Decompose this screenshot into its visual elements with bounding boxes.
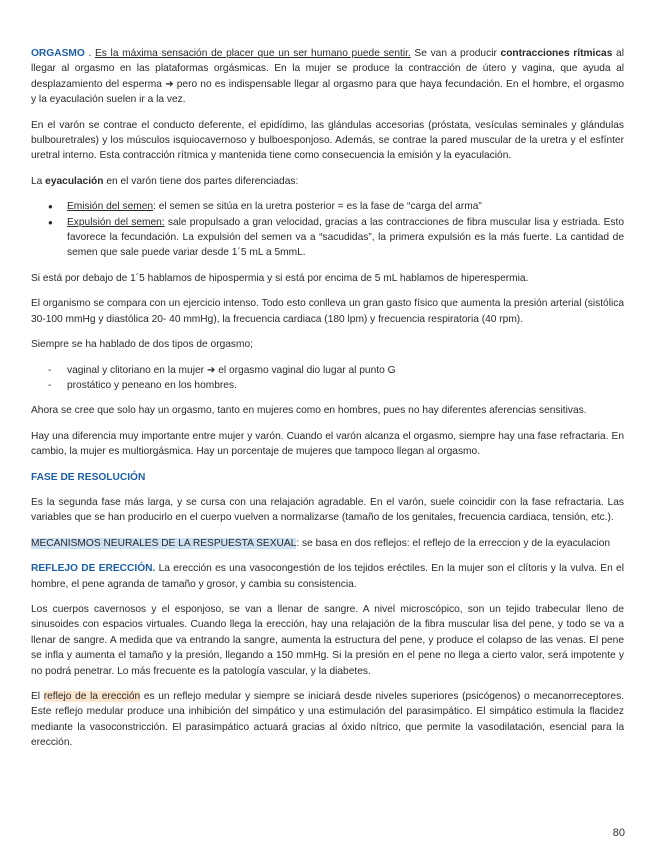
text: : se basa en dos reflejos: el reflejo de la erreccion y de la eyaculacion <box>296 537 611 549</box>
paragraph-organismo: El organismo se compara con un ejercicio intenso. Todo esto conlleva un gran gasto físico que aumenta la presión arterial (sistólica 30-100 mmHg y diastólica 20- 40 mmHg), la frecuencia cardiaca (180 lpm) y frecuencia respiratoria (40 rpm). <box>31 298 624 325</box>
text: en el varón tiene dos partes diferenciadas: <box>103 175 299 187</box>
separator: . <box>84 48 95 59</box>
text: La <box>31 175 46 187</box>
page-number: 80 <box>612 827 625 839</box>
list-item: - prostático y peneano en los hombres. <box>67 378 624 393</box>
paragraph-mecanismos <box>31 536 624 551</box>
text: es un reflejo medular y siempre se iniciará desde niveles superiores (psicógenos) o mecanorreceptores. Este reflejo medular produce una inhibición del simpático y una estimulación del parasimpático. El simpático estimula la flacidez mediante la vasoconstricción. El parasimpático actuará gracias al óxido nítrico, que permite la vasodilatación, esencial para la erección. <box>31 691 624 749</box>
dash-list <box>31 363 624 394</box>
bullet-term: Emisión del semen <box>67 201 154 213</box>
page-content <box>31 46 624 761</box>
paragraph-diferencia: Hay una diferencia muy importante entre mujer y varón. Cuando el varón alcanza el orgasmo, siempre hay una fase refractaria. En cambio, la mujer es multiorgásmica. Hay un porcentaje de mujeres que tampoco llegan al orgasmo. <box>31 430 624 458</box>
paragraph-hipospermia: Si está por debajo de 1´5 hablamos de hipospermia y si está por encima de 5 mL hablamos de hiperespermia. <box>31 272 529 284</box>
highlight-reflejo: reflejo de la erección <box>43 691 141 702</box>
paragraph-reflejo-ereccion <box>31 561 624 592</box>
bullet-list <box>31 199 624 261</box>
heading-fase-resolucion: FASE DE RESOLUCIÓN <box>31 471 146 483</box>
bold-eyaculacion: eyaculación <box>45 175 104 187</box>
paragraph-cuerpos-cavernosos: Los cuerpos cavernosos y el esponjoso, se van a llenar de sangre. A nivel microscópico, son un tejido trabecular lleno de sinusoides con espacios virtuales. Cuando llega la erección, hay una relajación de la fibra muscular lisa del pene, y todo se va a llenar de sangre. A medida que va entrando la sangre, aumenta la estructura del pene, y produce el colapso de las venas. El pene se infla y aumenta el tamaño y la presión, llegando a 150 mmHg. Si la presión en el pene no llega a cierto valor, será impotente y no podrá penetrar. Lo más frecuente es la patología vascular, y la diabetes. <box>31 603 624 677</box>
paragraph-orgasmo <box>31 46 624 108</box>
bold-text: contracciones rítmicas <box>500 48 613 59</box>
list-item: - vaginal y clitoriano en la mujer ➜ el orgasmo vaginal dio lugar al punto G <box>67 363 624 378</box>
term-reflejo-ereccion: REFLEJO DE ERECCIÓN. <box>31 563 156 575</box>
paragraph-contraccion-varon: En el varón se contrae el conducto deferente, el epidídimo, las glándulas accesorias (próstata, vesículas seminales y glándulas bulbouretrales) y los músculos isquiocavernoso y bulboesponjoso. Además, se contrae la pared muscular de la uretra y el esfínter uretral interno. Esta contracción rítmica y mantenida tiene como consecuencia la emisión y la eyaculación. <box>31 119 624 162</box>
bullet-text: sale propulsado a gran velocidad, gracias a las contracciones de fibra muscular lisa y estriada. Esto favorece la fecundación. La expulsión del semen va a “sacudidas”, la primera expulsión es la más fuerte. La cantidad de semen que sale puede variar desde 1´5 mL a 5mmL. <box>67 216 625 259</box>
list-item <box>67 215 624 261</box>
paragraph-tipos-orgasmo: Siempre se ha hablado de dos tipos de orgasmo; <box>31 339 254 351</box>
text: Se van a producir <box>410 48 501 59</box>
definition-orgasmo: Es la máxima sensación de placer que un ser humano puede sentir. <box>94 48 411 59</box>
paragraph-eyaculacion <box>31 174 624 189</box>
paragraph-reflejo-medular <box>31 689 624 751</box>
highlight-mecanismos: MECANISMOS NEURALES DE LA RESPUESTA SEXUAL <box>31 537 297 549</box>
text: La erección es una vasocongestión de los tejidos eréctiles. En la mujer son el clítoris y la vulva. En el hombre, el pene agranda de tamaño y grosor, y cambia su consistencia. <box>31 563 624 590</box>
text: al llegar al orgasmo en las plataformas orgásmicas. En la mujer se produce la contracción de útero y vagina, que ayuda al desplazamiento del esperma ➜ pero no es indispensable llegar al orgasmo para que haya fecundación. En el hombre, el orgasmo y la eyaculación suelen ir a la vez. <box>31 48 624 106</box>
paragraph-un-orgasmo: Ahora se cree que solo hay un orgasmo, tanto en mujeres como en hombres, pues no hay diferentes aferencias sensitivas. <box>31 405 587 417</box>
list-item <box>67 199 624 214</box>
term-orgasmo: ORGASMO <box>31 48 85 59</box>
bullet-term: Expulsión del semen: <box>67 216 165 228</box>
bullet-text: : el semen se sitúa en la uretra posterior = es la fase de “carga del arma” <box>153 201 482 213</box>
text: El <box>31 691 44 702</box>
paragraph-fase-resolucion: Es la segunda fase más larga, y se cursa con una relajación agradable. En el varón, suele coincidir con la fase refractaria. Las variables que se han producirlo en el cuerpo vuelven a normalizarse (tamaño de los genitales, frecuencia cardiaca, tensión, etc.). <box>31 496 624 524</box>
